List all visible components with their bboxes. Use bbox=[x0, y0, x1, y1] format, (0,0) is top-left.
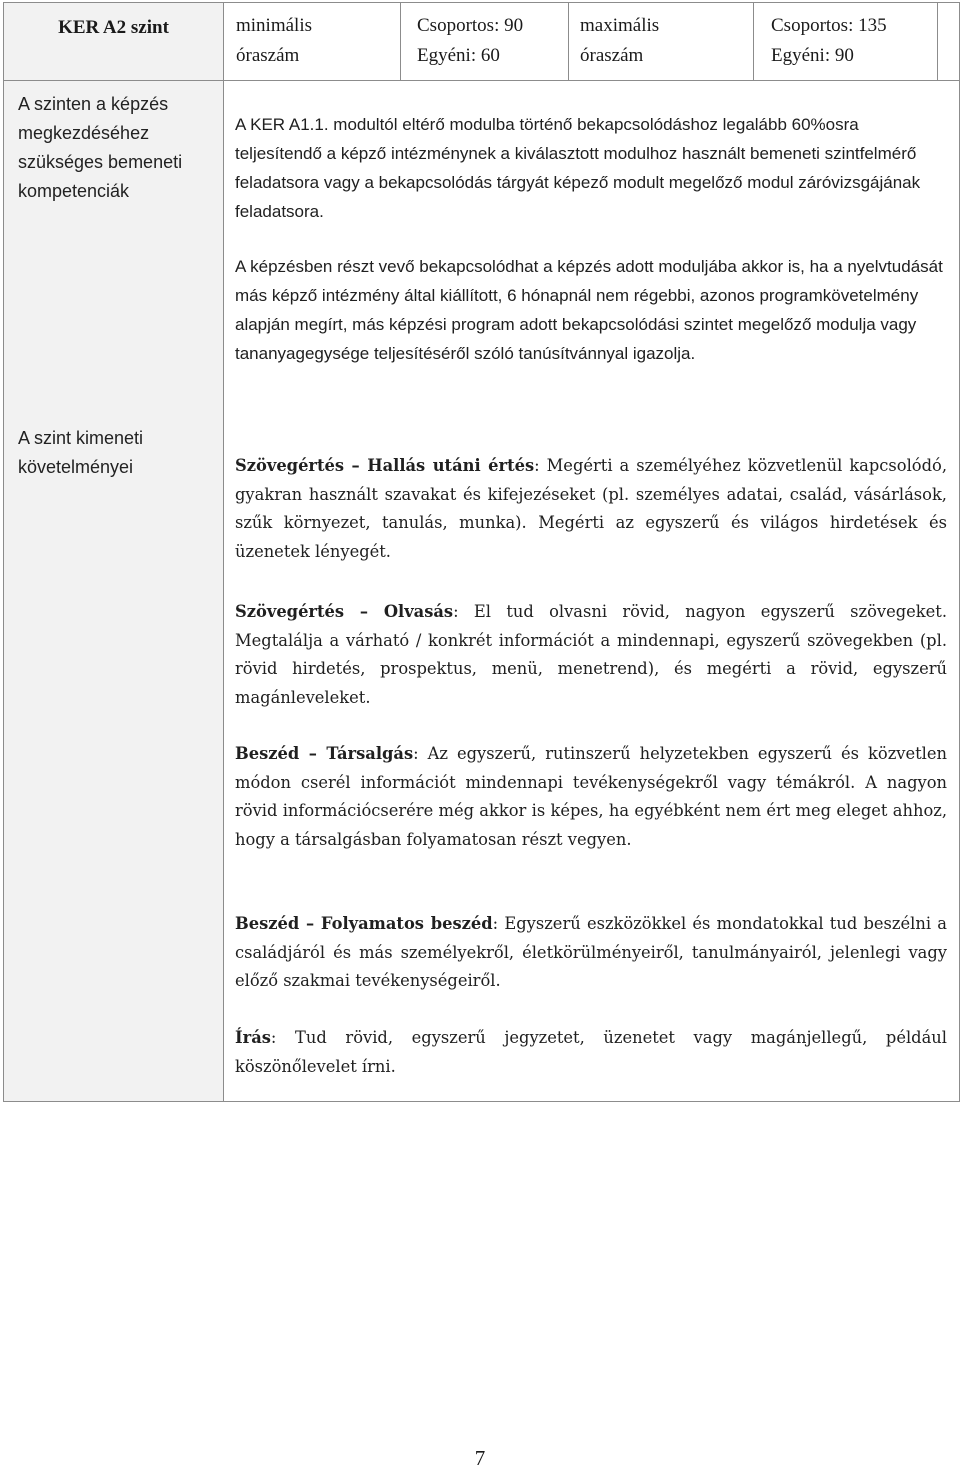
min-group-hours: Csoportos: 90 bbox=[417, 15, 524, 36]
min-hours-values bbox=[401, 3, 569, 80]
max-group-hours: Csoportos: 135 bbox=[771, 15, 887, 36]
level-table bbox=[3, 2, 960, 1102]
max-individual-hours: Egyéni: 90 bbox=[771, 45, 854, 66]
min-individual-hours: Egyéni: 60 bbox=[417, 45, 500, 66]
min-hours-label-line1: minimális bbox=[236, 15, 312, 36]
output-conversation-text: : Az egyszerű, rutinszerű helyzetekben egyszerű és közvetlen módon cserél információt mindennapi tevékenységekről vagy témákról. A nagyon rövid információcserére még akkor is képes, ha egyébként nem ért meg eleget ahhoz, hogy a társalgásban folyamatosan részt vegyen. bbox=[235, 744, 947, 849]
page-number: 7 bbox=[474, 1446, 486, 1470]
output-conversation-heading: Beszéd – Társalgás bbox=[235, 744, 414, 763]
output-speech-heading: Beszéd – Folyamatos beszéd bbox=[235, 914, 493, 933]
output-listening bbox=[235, 452, 947, 566]
entry-competencies-label: A szinten a képzés megkezdéséhez szükséges bemeneti kompetenciák bbox=[18, 94, 183, 201]
output-writing-text: : Tud rövid, egyszerű jegyzetet, üzenetet vagy magánjellegű, például köszönőlevelet írni. bbox=[235, 1028, 947, 1076]
output-reading bbox=[235, 598, 947, 712]
max-hours-values bbox=[754, 3, 938, 80]
min-hours-label bbox=[224, 3, 401, 80]
output-requirements-label: A szint kimeneti követelményei bbox=[18, 428, 144, 477]
min-hours-label-line2: óraszám bbox=[236, 45, 300, 66]
output-writing bbox=[235, 1024, 947, 1081]
max-hours-label bbox=[569, 3, 754, 80]
max-hours-label-line2: óraszám bbox=[580, 45, 644, 66]
output-speech-text: : Egyszerű eszközökkel és mondatokkal tud beszélni a családjáról és más személyekről, életkörülményeiről, tanulmányairól, jelenlegi vagy előző szakmai tevékenységeiről. bbox=[235, 914, 947, 990]
table-header-row bbox=[4, 3, 959, 81]
output-reading-heading: Szövegértés – Olvasás bbox=[235, 602, 454, 621]
table-body bbox=[4, 81, 959, 1101]
output-writing-heading: Írás bbox=[235, 1028, 271, 1047]
entry-paragraph-1: A KER A1.1. modultól eltérő modulba történő bekapcsolódáshoz legalább 60%osra teljesítendő a képző intézménynek a kiválasztott modulhoz használt bemeneti szintfelmérő feladatsora vagy a bekapcsolódás tárgyát képező modult megelőző modul záróvizsgájának feladatsora. bbox=[235, 115, 921, 221]
row-label-column bbox=[4, 81, 224, 1101]
output-listening-heading: Szövegértés – Hallás utáni értés bbox=[235, 456, 535, 475]
level-title: KER A2 szint bbox=[4, 3, 224, 80]
output-conversation bbox=[235, 740, 947, 854]
output-speech bbox=[235, 910, 947, 996]
output-reading-text: : El tud olvasni rövid, nagyon egyszerű szövegeket. Megtalálja a várható / konkrét információt a mindennapi, egyszerű szövegekben (pl. rövid hirdetés, prospektus, menü, menetrend), és megérti a rövid, egyszerű magánleveleket. bbox=[235, 602, 947, 707]
max-hours-label-line1: maximális bbox=[580, 15, 660, 36]
output-listening-text: : Megérti a személyéhez közvetlenül kapcsolódó, gyakran használt szavakat és kifejezéseket (pl. személyes adatai, család, vásárlások, szűk környezet, tanulás, munka). Megérti az egyszerű és világos hirdetések és üzenetek lényegét. bbox=[235, 456, 947, 561]
entry-paragraph-2: A képzésben részt vevő bekapcsolódhat a képzés adott moduljába akkor is, ha a nyelvtudását más képző intézmény által kiállított, 6 hónapnál nem régebbi, azonos programkövetelmény alapján megírt, más képzési program adott bekapcsolódási szintet megelőző modulja vagy tananyagegysége teljesítéséről szóló tanúsítvánnyal igazolja. bbox=[235, 257, 943, 363]
header-empty-cell bbox=[938, 3, 959, 80]
